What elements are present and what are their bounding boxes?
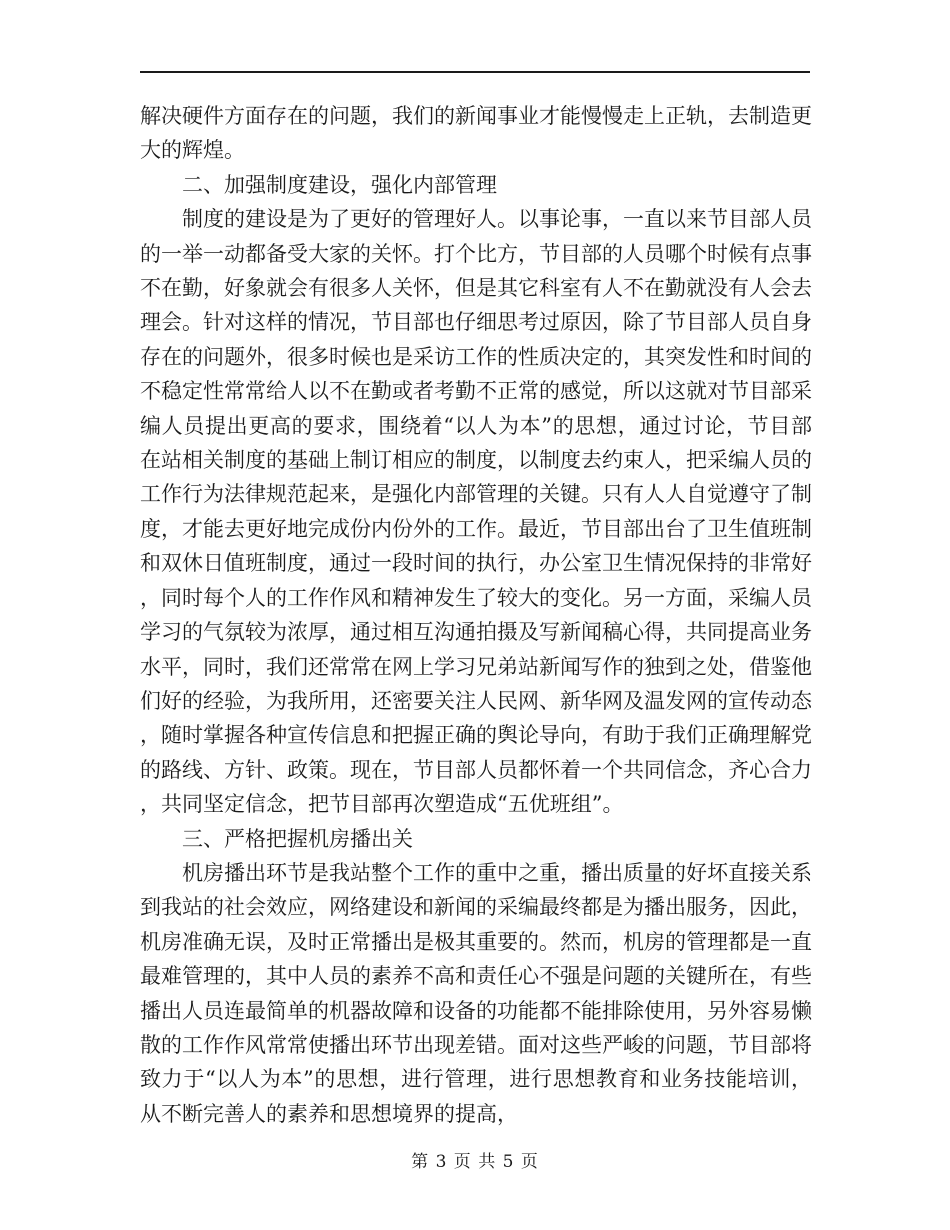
section-heading-machine-room: 三、严格把握机房播出关 (182, 826, 413, 851)
document-body (140, 99, 812, 1131)
header-rule (140, 71, 810, 73)
paragraph-machine-room: 机房播出环节是我站整个工作的重中之重，播出质量的好坏直接关系到我站的社会效应，网络建设和新闻的采编最终都是为播出服务，因此，机房准确无误，及时正常播出是极其重要的。然而，机房的管理都是一直最难管理的，其中人员的素养不高和责任心不强是问题的关键所在，有些播出人员连最简单的机器故障和设备的功能都不能排除使用，另外容易懒散的工作作风常常使播出环节出现差错。面对这些严峻的问题，节目部将致力于“以人为本”的思想，进行管理，进行思想教育和业务技能培训，从不断完善人的素养和思想境界的提高， (140, 860, 812, 1126)
paragraph-institution-building: 制度的建设是为了更好的管理好人。以事论事，一直以来节目部人员的一举一动都备受大家的关怀。打个比方，节目部的人员哪个时候有点事不在勤，好象就会有很多人关怀，但是其它科室有人不在勤就没有人会去理会。针对这样的情况，节目部也仔细思考过原因，除了节目部人员自身存在的问题外，很多时候也是采访工作的性质决定的，其突发性和时间的不稳定性常常给人以不在勤或者考勤不正常的感觉，所以这就对节目部采编人员提出更高的要求，围绕着“以人为本”的思想，通过讨论，节目部在站相关制度的基础上制订相应的制度，以制度去约束人，把采编人员的工作行为法律规范起来，是强化内部管理的关键。只有人人自觉遵守了制度，才能去更好地完成份内份外的工作。最近，节目部出台了卫生值班制和双休日值班制度，通过一段时间的执行，办公室卫生情况保持的非常好，同时每个人的工作作风和精神发生了较大的变化。另一方面，采编人员学习的气氛较为浓厚，通过相互沟通拍摄及写新闻稿心得，共同提高业务水平，同时，我们还常常在网上学习兄弟站新闻写作的独到之处，借鉴他们好的经验，为我所用，还密要关注人民网、新华网及温发网的宣传动态，随时掌握各种宣传信息和把握正确的舆论导向，有助于我们正确理解党的路线、方针、政策。现在，节目部人员都怀着一个共同信念，齐心合力，共同坚定信念，把节目部再次塑造成“五优班组”。 (140, 207, 812, 817)
section-heading-institution-building: 二、加强制度建设，强化内部管理 (182, 172, 497, 197)
page-number-footer: 第 3 页 共 5 页 (411, 1152, 539, 1172)
paragraph-continuation: 解决硬件方面存在的问题，我们的新闻事业才能慢慢走上正轨，去制造更大的辉煌。 (140, 104, 812, 163)
